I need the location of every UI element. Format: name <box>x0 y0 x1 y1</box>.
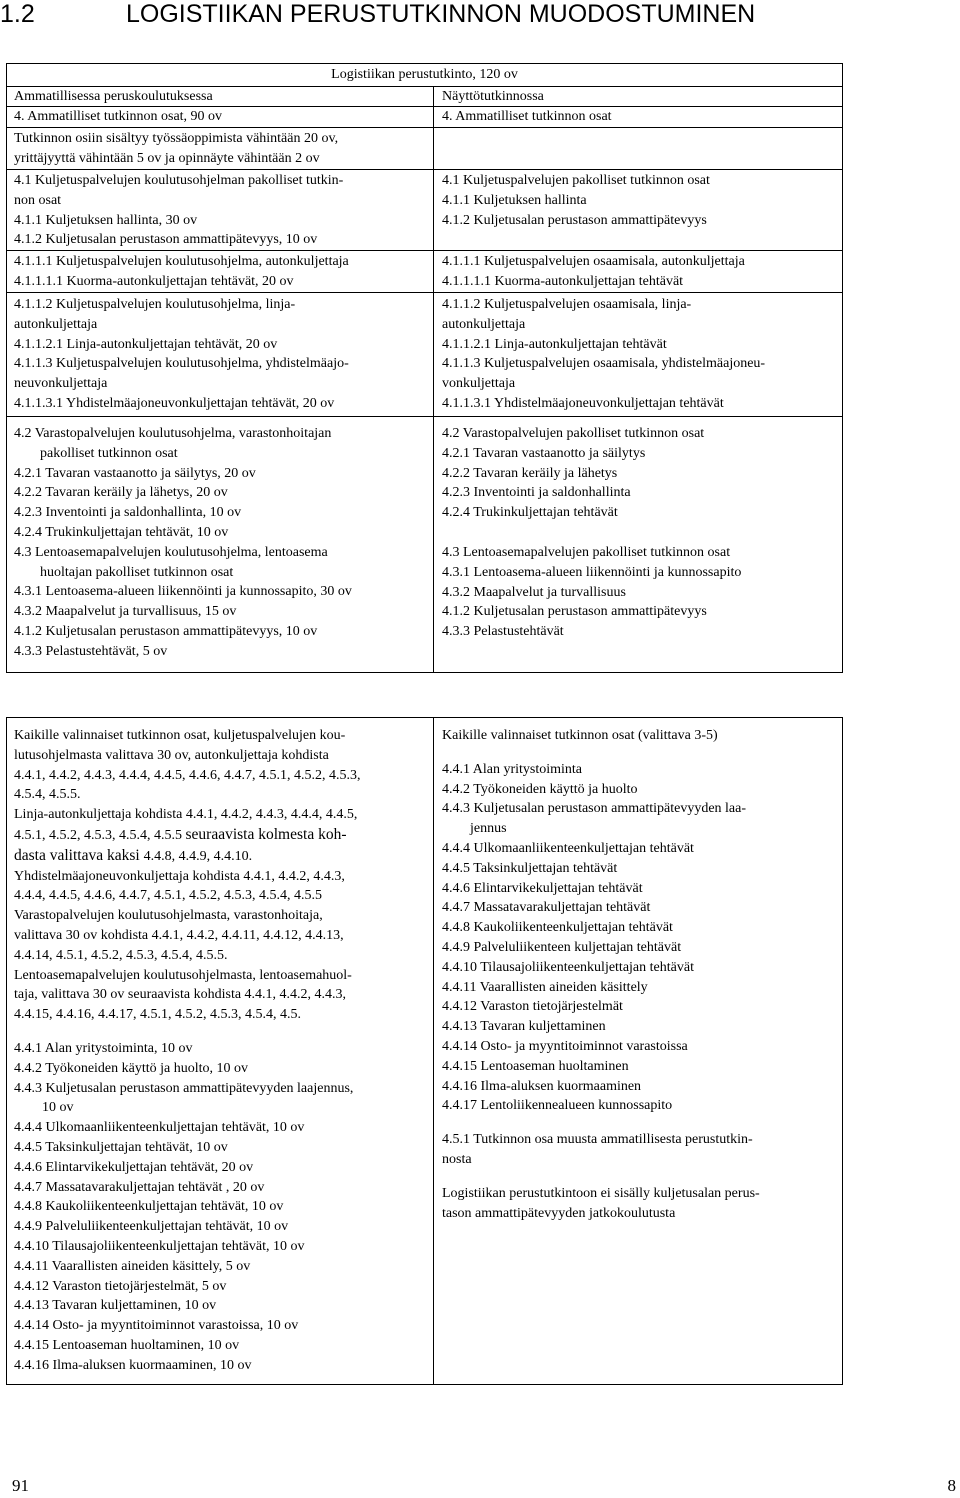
column-head-row <box>7 87 842 107</box>
list-item: 4.3.2 Maapalvelut ja turvallisuus, 15 ov <box>14 604 237 620</box>
list-item: 4.4.3 Kuljetusalan perustason ammattipätevyyden laa- <box>442 801 747 817</box>
optional-parts-table <box>6 717 843 1385</box>
list-item: 4.4.16 Ilma-aluksen kuormaaminen, 10 ov <box>14 1357 252 1373</box>
list-item: 4.1.1.2 Kuljetuspalvelujen osaamisala, linja- <box>442 297 692 312</box>
list-item: 4.1.1.1 Kuljetuspalvelujen osaamisala, autonkuljettaja <box>442 254 745 269</box>
note-line: nosta <box>442 1151 472 1167</box>
list-item: 4.2 Varastopalvelujen pakolliset tutkinnon osat <box>442 426 705 441</box>
list-item: 4.1.1.3 Kuljetuspalvelujen osaamisala, yhdistelmäajoneu- <box>442 356 766 372</box>
list-item: 4.4.15 Lentoaseman huoltaminen, 10 ov <box>14 1337 240 1353</box>
list-item: 4.4.8 Kaukoliikenteenkuljettajan tehtävät, 10 ov <box>14 1199 284 1215</box>
list-item: 4.4.12 Varaston tietojärjestelmät, 5 ov <box>14 1278 227 1294</box>
text-line: 4.4.1, 4.4.2, 4.4.3, 4.4.4, 4.4.5, 4.4.6, 4.4.7, 4.5.1, 4.5.2, 4.5.3, <box>14 767 361 783</box>
bus-combination-right <box>442 295 842 414</box>
list-item: 4.4.5 Taksinkuljettajan tehtävät <box>442 860 618 876</box>
page-number-right: 8 <box>947 1476 956 1495</box>
list-item: 4.1.1.1 Kuljetuspalvelujen koulutusohjelma, autonkuljettaja <box>14 254 349 269</box>
list-item: 4.3.3 Pelastustehtävät, 5 ov <box>14 643 168 659</box>
list-item: 4.4.2 Työkoneiden käyttö ja huolto <box>442 781 638 797</box>
text-line: Lentoasemapalvelujen koulutusohjelmasta, lentoasemahuol- <box>14 967 352 983</box>
list-item: 4.4.6 Elintarvikekuljettajan tehtävät <box>442 880 643 896</box>
list-item: 4.4.12 Varaston tietojärjestelmät <box>442 999 623 1015</box>
text-line: 4.5.4, 4.5.5. <box>14 787 81 803</box>
text-line: 4.4.4, 4.4.5, 4.4.6, 4.4.7, 4.5.1, 4.5.2, 4.5.3, 4.5.4, 4.5.5 <box>14 888 322 904</box>
list-item: 4.3.3 Pelastustehtävät <box>442 624 564 640</box>
list-item: jennus <box>470 821 507 837</box>
list-item: 4.3 Lentoasemapalvelujen koulutusohjelma, lentoasema <box>14 544 328 560</box>
note-line: 4.5.1 Tutkinnon osa muusta ammatillisesta perustutkin- <box>442 1132 753 1148</box>
list-item: 4.4.16 Ilma-aluksen kuormaaminen <box>442 1078 642 1094</box>
list-item: non osat <box>14 192 62 208</box>
list-item: 4.4.2 Työkoneiden käyttö ja huolto, 10 ov <box>14 1060 249 1076</box>
intro-line: Tutkinnon osiin sisältyy työssäoppimista vähintään 20 ov, <box>14 131 339 146</box>
list-item: 4.2 Varastopalvelujen koulutusohjelma, varastonhoitajan <box>14 426 332 441</box>
list-item: 4.4.10 Tilausajoliikenteenkuljettajan tehtävät <box>442 959 694 975</box>
page-number-left: 91 <box>12 1476 29 1495</box>
list-item: 4.4.11 Vaarallisten aineiden käsittely, 5 ov <box>14 1258 251 1274</box>
list-item: 4.4.3 Kuljetusalan perustason ammattipätevyyden laajennus, <box>14 1080 354 1096</box>
note-line: tason ammattipätevyyden jatkokoulutusta <box>442 1205 676 1221</box>
text-line <box>14 846 424 867</box>
list-item: 4.1.1 Kuljetuksen hallinta <box>442 192 587 208</box>
list-item: 4.1.1.2 Kuljetuspalvelujen koulutusohjelma, linja- <box>14 297 296 312</box>
list-item: 4.2.2 Tavaran keräily ja lähetys <box>442 465 618 481</box>
list-item: 4.4.9 Palveluliikenteenkuljettajan tehtävät, 10 ov <box>14 1219 289 1235</box>
list-item: 4.3 Lentoasemapalvelujen pakolliset tutkinnon osat <box>442 544 731 560</box>
note-line: Logistiikan perustutkintoon ei sisälly kuljetusalan perus- <box>442 1185 760 1201</box>
list-item: 4.2.1 Tavaran vastaanotto ja säilytys, 20 ov <box>14 465 256 481</box>
list-item: 4.4.17 Lentoliikennealueen kunnossapito <box>442 1098 673 1114</box>
text-line: Varastopalvelujen koulutusohjelmasta, varastonhoitaja, <box>14 908 323 924</box>
degree-structure-table <box>6 63 843 673</box>
transport-core-right <box>442 171 842 230</box>
list-item: 4.4.7 Massatavarakuljettajan tehtävät <box>442 900 651 916</box>
list-item: 4.1 Kuljetuspalvelujen koulutusohjelman pakolliset tutkin- <box>14 173 344 188</box>
list-item: 4.2.2 Tavaran keräily ja lähetys, 20 ov <box>14 485 228 501</box>
bus-combination-row <box>7 293 842 417</box>
list-item: huoltajan pakolliset tutkinnon osat <box>40 564 234 580</box>
list-item: 4.4.9 Palveluliikenteen kuljettajan tehtävät <box>442 939 682 955</box>
list-item: 4.4.1 Alan yritystoiminta <box>442 761 582 777</box>
list-item: 4.4.4 Ulkomaanliikenteenkuljettajan tehtävät <box>442 840 694 856</box>
list-item: 4.1.1.2.1 Linja-autonkuljettajan tehtävät <box>442 336 667 352</box>
list-item: 4.4.15 Lentoaseman huoltaminen <box>442 1058 629 1074</box>
list-item: 10 ov <box>42 1100 74 1116</box>
list-item: 4.4.8 Kaukoliikenteenkuljettajan tehtävät <box>442 920 673 936</box>
list-item: 4.4.7 Massatavarakuljettajan tehtävät , 20 ov <box>14 1179 265 1195</box>
text-line: Yhdistelmäajoneuvonkuljettaja kohdista 4.4.1, 4.4.2, 4.4.3, <box>14 868 345 884</box>
list-item: 4.4.11 Vaarallisten aineiden käsittely <box>442 979 648 995</box>
text-line: lutusohjelmasta valittava 30 ov, autonkuljettaja kohdista <box>14 747 329 763</box>
column-divider <box>433 718 434 1384</box>
list-item: 4.4.5 Taksinkuljettajan tehtävät, 10 ov <box>14 1139 228 1155</box>
list-item: 4.1.1.2.1 Linja-autonkuljettajan tehtävät, 20 ov <box>14 336 278 352</box>
list-item: 4.2.4 Trukinkuljettajan tehtävät, 10 ov <box>14 524 229 540</box>
list-item: 4.1.2 Kuljetusalan perustason ammattipätevyys, 10 ov <box>14 623 318 639</box>
section-number: 1.2 <box>0 0 35 28</box>
list-item: 4.4.13 Tavaran kuljettaminen, 10 ov <box>14 1298 217 1314</box>
text-span: 4.5.1, 4.5.2, 4.5.3, 4.5.4, 4.5.5 <box>14 827 186 843</box>
col-head-basic-education: Ammatillisessa peruskoulutuksessa <box>14 89 213 104</box>
list-item: 4.4.4 Ulkomaanliikenteenkuljettajan tehtävät, 10 ov <box>14 1120 305 1136</box>
list-item: 4.4.6 Elintarvikekuljettajan tehtävät, 20 ov <box>14 1159 254 1175</box>
text-line: 4.4.15, 4.4.16, 4.4.17, 4.5.1, 4.5.2, 4.5.3, 4.5.4, 4.5. <box>14 1007 301 1023</box>
list-item: 4.2.3 Inventointi ja saldonhallinta <box>442 485 631 501</box>
table-title: Logistiikan perustutkinto, 120 ov <box>331 67 518 82</box>
list-item: 4.3.1 Lentoasema-alueen liikennöinti ja kunnossapito, 30 ov <box>14 584 352 600</box>
truck-driver-right <box>442 252 842 292</box>
list-item: 4.4.14 Osto- ja myyntitoiminnot varastoissa <box>442 1038 688 1054</box>
text-span-large: seuraavista kolmesta koh- <box>185 825 347 843</box>
list-item: 4.2.3 Inventointi ja saldonhallinta, 10 ov <box>14 505 242 521</box>
warehouse-airport-left <box>14 424 424 662</box>
list-item: pakolliset tutkinnon osat <box>40 445 178 461</box>
column-divider <box>433 87 434 672</box>
list-item: 4.1.2 Kuljetusalan perustason ammattipätevyys, 10 ov <box>14 232 318 248</box>
list-item: 4.1 Kuljetuspalvelujen pakolliset tutkinnon osat <box>442 173 710 188</box>
text-span: 4.4.8, 4.4.9, 4.4.10. <box>143 848 253 864</box>
list-item: 4.4.13 Tavaran kuljettaminen <box>442 1019 606 1035</box>
list-item: 4.2.1 Tavaran vastaanotto ja säilytys <box>442 445 646 461</box>
list-item: 4.1.2 Kuljetusalan perustason ammattipätevyys <box>442 604 707 620</box>
optional-left-column <box>14 726 424 1376</box>
text-line: 4.4.14, 4.5.1, 4.5.2, 4.5.3, 4.5.4, 4.5.5. <box>14 947 228 963</box>
optional-right-column <box>442 726 842 1223</box>
list-item: 4.3.1 Lentoasema-alueen liikennöinti ja kunnossapito <box>442 564 742 580</box>
section-title: LOGISTIIKAN PERUSTUTKINNON MUODOSTUMINEN <box>126 0 756 28</box>
list-item: 4.1.1.3 Kuljetuspalvelujen koulutusohjelma, yhdistelmäajo- <box>14 356 349 372</box>
truck-driver-row <box>7 251 842 293</box>
text-line: valittava 30 ov kohdista 4.4.1, 4.4.2, 4.4.11, 4.4.12, 4.4.13, <box>14 927 344 943</box>
text-line <box>14 825 424 846</box>
bus-combination-left <box>14 295 424 414</box>
text-line: Linja-autonkuljettaja kohdista 4.4.1, 4.4.2, 4.4.3, 4.4.4, 4.4.5, <box>14 807 358 823</box>
list-item: autonkuljettaja <box>14 316 98 332</box>
list-item: 4.4.14 Osto- ja myyntitoiminnot varastoissa, 10 ov <box>14 1318 299 1334</box>
list-item: neuvonkuljettaja <box>14 376 108 392</box>
list-item: 4.1.1.3.1 Yhdistelmäajoneuvonkuljettajan tehtävät, 20 ov <box>14 395 335 411</box>
text-span-large: dasta valittava kaksi <box>14 846 144 864</box>
truck-driver-left <box>14 252 424 292</box>
right-subhead: 4. Ammatilliset tutkinnon osat <box>442 109 612 124</box>
transport-core-left <box>14 171 424 250</box>
list-item: vonkuljettaja <box>442 376 516 392</box>
transport-core-row <box>7 170 842 251</box>
list-item: autonkuljettaja <box>442 316 526 332</box>
warehouse-airport-right <box>442 424 842 642</box>
list-item: 4.1.1 Kuljetuksen hallinta, 30 ov <box>14 212 198 228</box>
list-item: 4.1.1.1.1 Kuorma-autonkuljettajan tehtävät, 20 ov <box>14 273 294 289</box>
optional-heading: Kaikille valinnaiset tutkinnon osat (valittava 3-5) <box>442 728 718 743</box>
list-item: 4.1.1.1.1 Kuorma-autonkuljettajan tehtävät <box>442 273 684 289</box>
text-line: taja, valittava 30 ov seuraavista kohdista 4.4.1, 4.4.2, 4.4.3, <box>14 987 347 1003</box>
list-item: 4.4.1 Alan yritystoiminta, 10 ov <box>14 1040 193 1056</box>
col-head-competence-test: Näyttötutkinnossa <box>442 89 544 104</box>
intro-text <box>14 129 424 169</box>
warehouse-airport-row <box>7 417 842 674</box>
table-title-row <box>7 64 842 87</box>
list-item: 4.2.4 Trukinkuljettajan tehtävät <box>442 505 618 521</box>
subhead-row <box>7 107 842 128</box>
list-item: 4.3.2 Maapalvelut ja turvallisuus <box>442 584 626 600</box>
intro-row <box>7 128 842 170</box>
list-item: 4.4.10 Tilausajoliikenteenkuljettajan tehtävät, 10 ov <box>14 1238 305 1254</box>
intro-line: yrittäjyyttä vähintään 5 ov ja opinnäyte vähintään 2 ov <box>14 150 320 166</box>
list-item: 4.1.2 Kuljetusalan perustason ammattipätevyys <box>442 212 707 228</box>
text-line: Kaikille valinnaiset tutkinnon osat, kuljetuspalvelujen kou- <box>14 728 346 743</box>
left-subhead: 4. Ammatilliset tutkinnon osat, 90 ov <box>14 109 223 124</box>
list-item: 4.1.1.3.1 Yhdistelmäajoneuvonkuljettajan tehtävät <box>442 395 724 411</box>
